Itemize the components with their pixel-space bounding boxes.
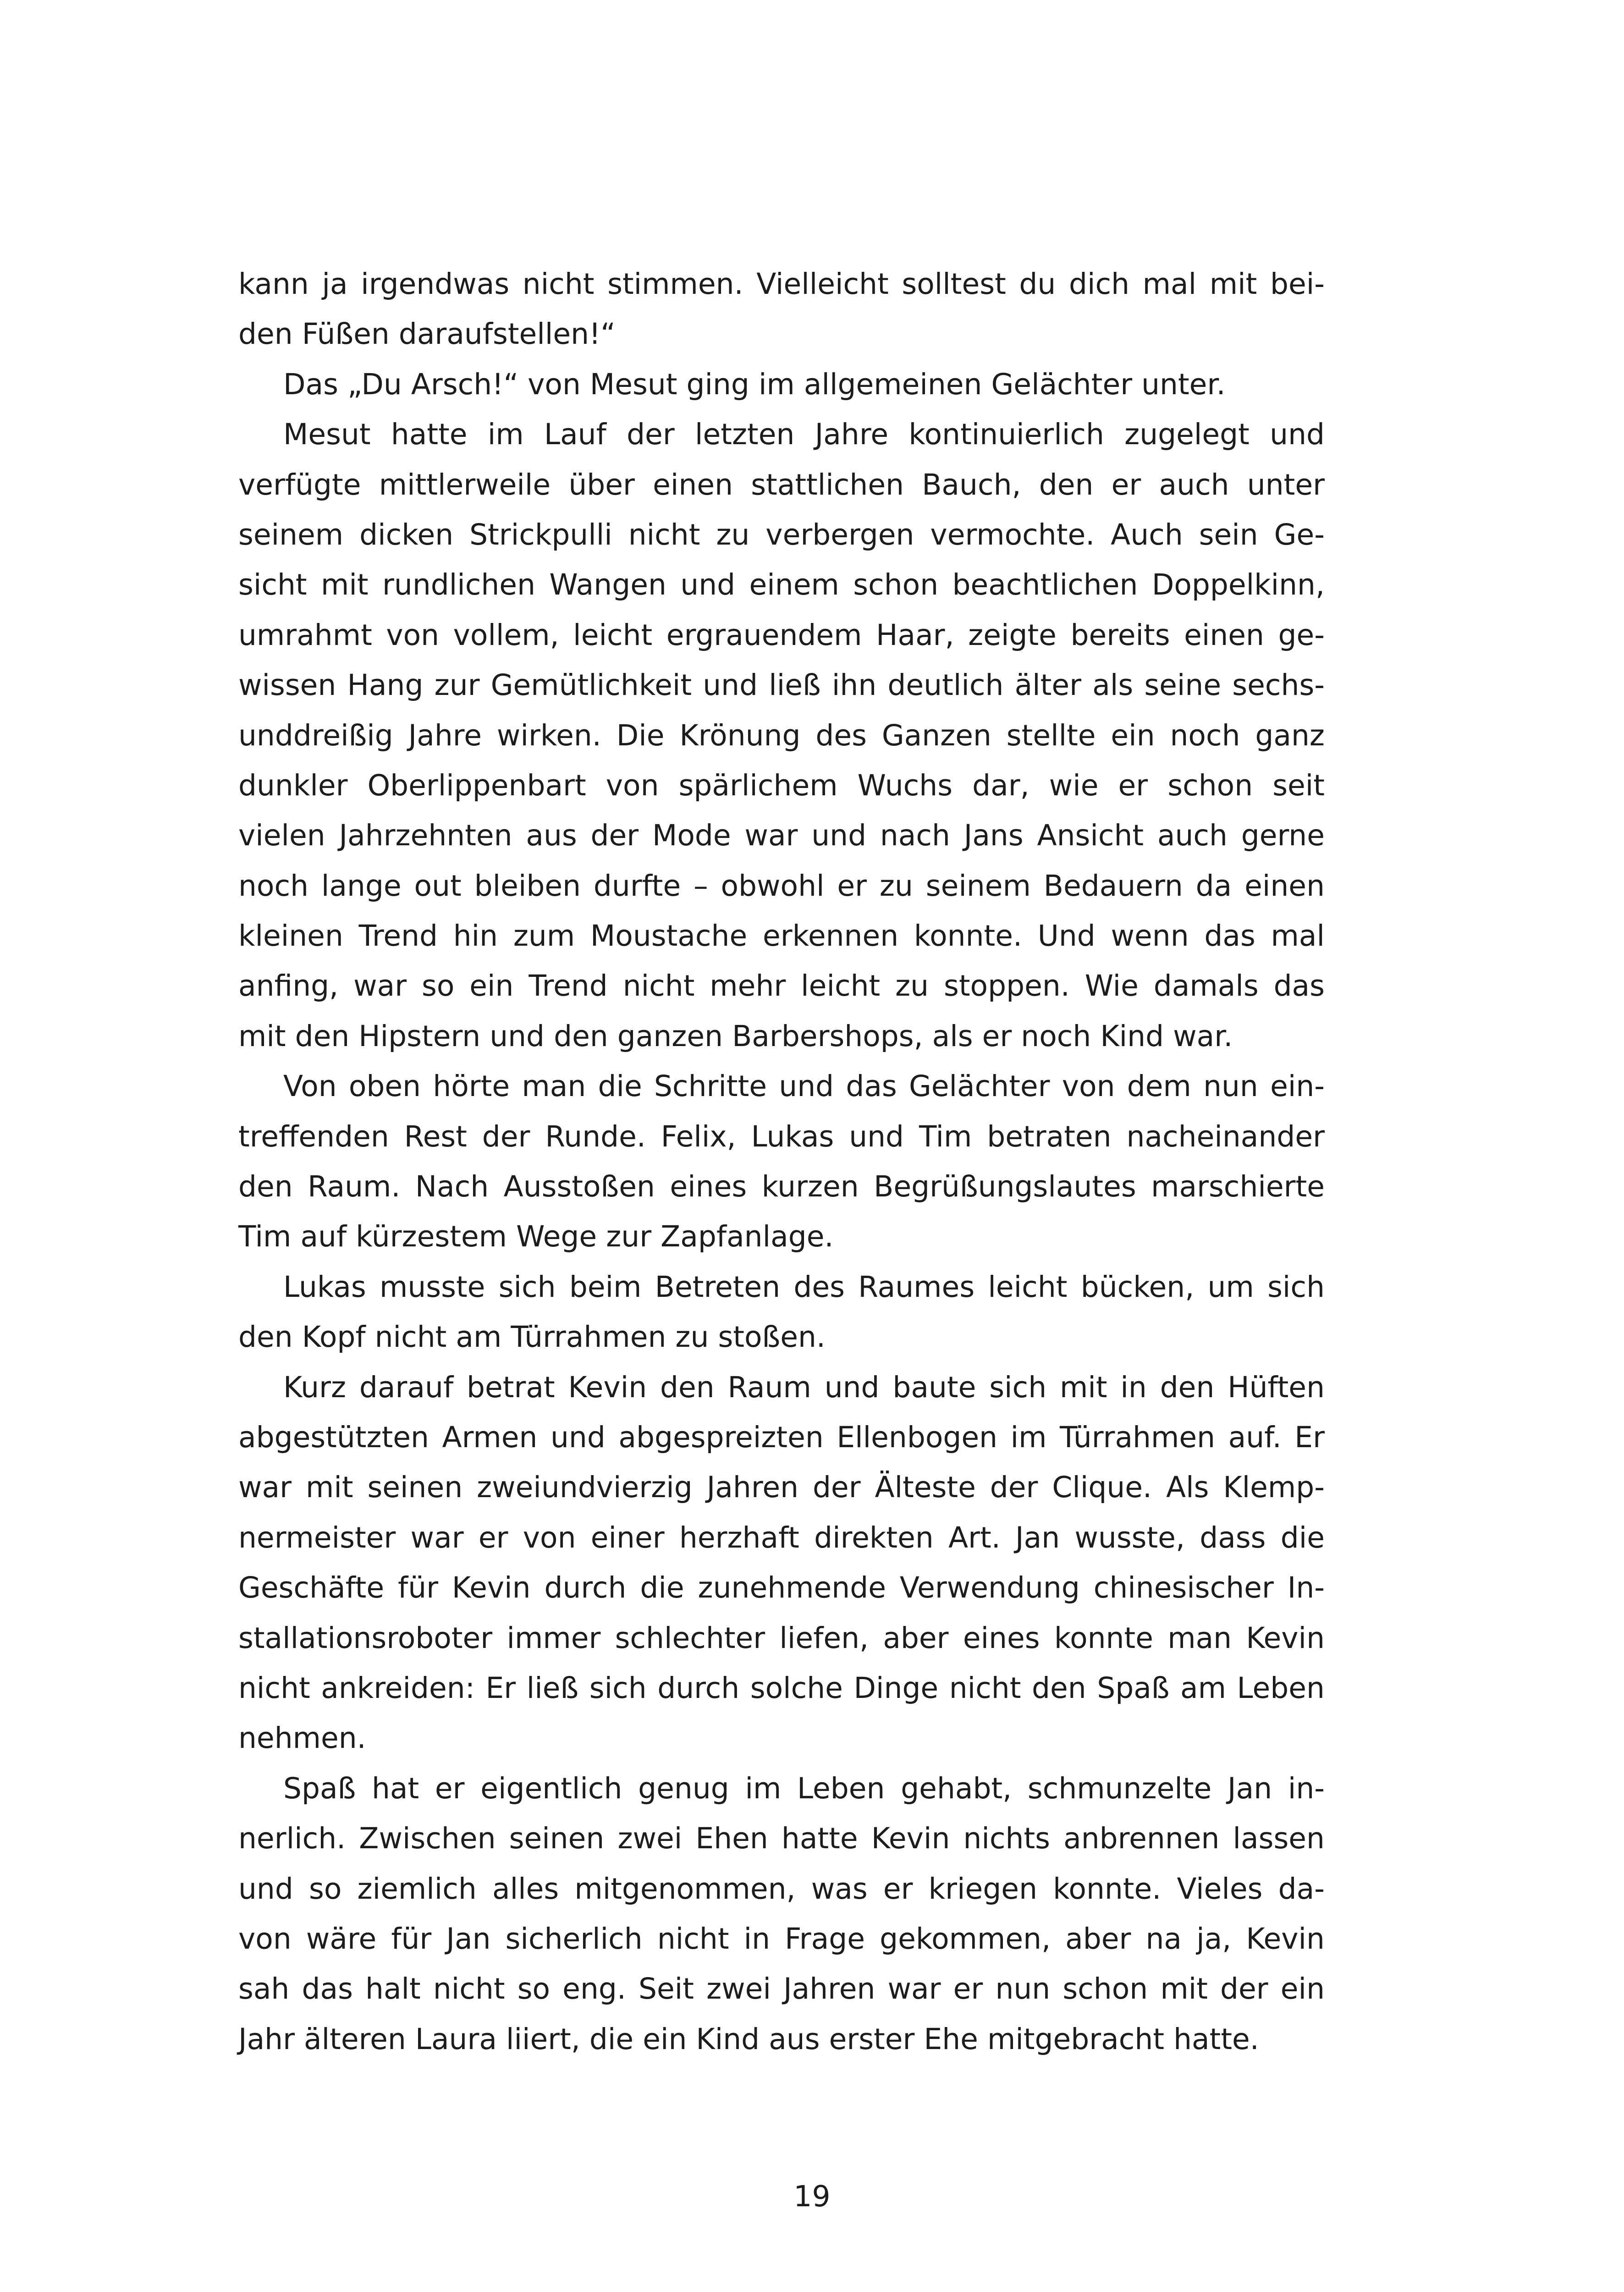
text-line: Das „Du Arsch!“ von Mesut ging im allgemeinen Gelächter unter. <box>283 367 1226 401</box>
text-line: Lukas musste sich beim Betreten des Raumes leicht bücken, um sich <box>283 1270 1325 1304</box>
text-line: kann ja irgendwas nicht stimmen. Vielleicht solltest du dich mal mit bei- <box>238 267 1325 301</box>
text-line: sicht mit rundlichen Wangen und einem schon beachtlichen Doppelkinn, <box>238 568 1325 602</box>
text-line: den Kopf nicht am Türrahmen zu stoßen. <box>238 1320 826 1354</box>
text-line: treffenden Rest der Runde. Felix, Lukas und Tim betraten nacheinander <box>238 1119 1325 1153</box>
text-line: sah das halt nicht so eng. Seit zwei Jahren war er nun schon mit der ein <box>238 1972 1325 2006</box>
text-line: von wäre für Jan sicherlich nicht in Frage gekommen, aber na ja, Kevin <box>238 1922 1325 1956</box>
text-line: Von oben hörte man die Schritte und das Gelächter von dem nun ein- <box>283 1069 1325 1103</box>
text-line: seinem dicken Strickpulli nicht zu verbergen vermochte. Auch sein Ge- <box>238 518 1325 551</box>
text-line: Kurz darauf betrat Kevin den Raum und baute sich mit in den Hüften <box>283 1370 1325 1404</box>
text-line: anfing, war so ein Trend nicht mehr leicht zu stoppen. Wie damals das <box>238 969 1325 1003</box>
text-line: Geschäfte für Kevin durch die zunehmende Verwendung chinesischer In- <box>238 1571 1325 1605</box>
text-line: unddreißig Jahre wirken. Die Krönung des Ganzen stellte ein noch ganz <box>238 718 1325 752</box>
text-line: den Füßen daraufstellen!“ <box>238 317 616 351</box>
text-line: Tim auf kürzestem Wege zur Zapfanlage. <box>238 1220 834 1254</box>
text-line: abgestützten Armen und abgespreizten Ellenbogen im Türrahmen auf. Er <box>238 1420 1325 1454</box>
text-line: dunkler Oberlippenbart von spärlichem Wuchs dar, wie er schon seit <box>238 768 1325 802</box>
text-line: mit den Hipstern und den ganzen Barbershops, als er noch Kind war. <box>238 1019 1233 1053</box>
text-line: nermeister war er von einer herzhaft direkten Art. Jan wusste, dass die <box>238 1521 1325 1554</box>
text-line: den Raum. Nach Ausstoßen eines kurzen Begrüßungslautes marschierte <box>238 1170 1325 1204</box>
text-line: vielen Jahrzehnten aus der Mode war und nach Jans Ansicht auch gerne <box>238 819 1325 853</box>
text-line: Mesut hatte im Lauf der letzten Jahre kontinuierlich zugelegt und <box>283 418 1325 452</box>
text-line: Jahr älteren Laura liiert, die ein Kind aus erster Ehe mitgebracht hatte. <box>238 2022 1259 2056</box>
text-line: Spaß hat er eigentlich genug im Leben gehabt, schmunzelte Jan in- <box>283 1771 1325 1805</box>
text-line: kleinen Trend hin zum Moustache erkennen konnte. Und wenn das mal <box>238 919 1325 953</box>
text-line: verfügte mittlerweile über einen stattlichen Bauch, den er auch unter <box>238 468 1325 501</box>
text-line: nicht ankreiden: Er ließ sich durch solche Dinge nicht den Spaß am Leben <box>238 1671 1325 1705</box>
text-line: und so ziemlich alles mitgenommen, was er kriegen konnte. Vieles da- <box>238 1872 1325 1906</box>
text-line: nerlich. Zwischen seinen zwei Ehen hatte Kevin nichts anbrennen lassen <box>238 1822 1325 1856</box>
text-line: noch lange out bleiben durfte – obwohl er zu seinem Bedauern da einen <box>238 869 1325 903</box>
text-line: nehmen. <box>238 1721 366 1755</box>
text-line: war mit seinen zweiundvierzig Jahren der Älteste der Clique. Als Klemp- <box>238 1471 1325 1504</box>
body-text <box>238 259 1325 2064</box>
text-line: stallationsroboter immer schlechter liefen, aber eines konnte man Kevin <box>238 1621 1325 1655</box>
page-number: 19 <box>793 2180 831 2213</box>
text-line: wissen Hang zur Gemütlichkeit und ließ ihn deutlich älter als seine sechs- <box>238 668 1325 702</box>
text-line: umrahmt von vollem, leicht ergrauendem Haar, zeigte bereits einen ge- <box>238 618 1325 652</box>
